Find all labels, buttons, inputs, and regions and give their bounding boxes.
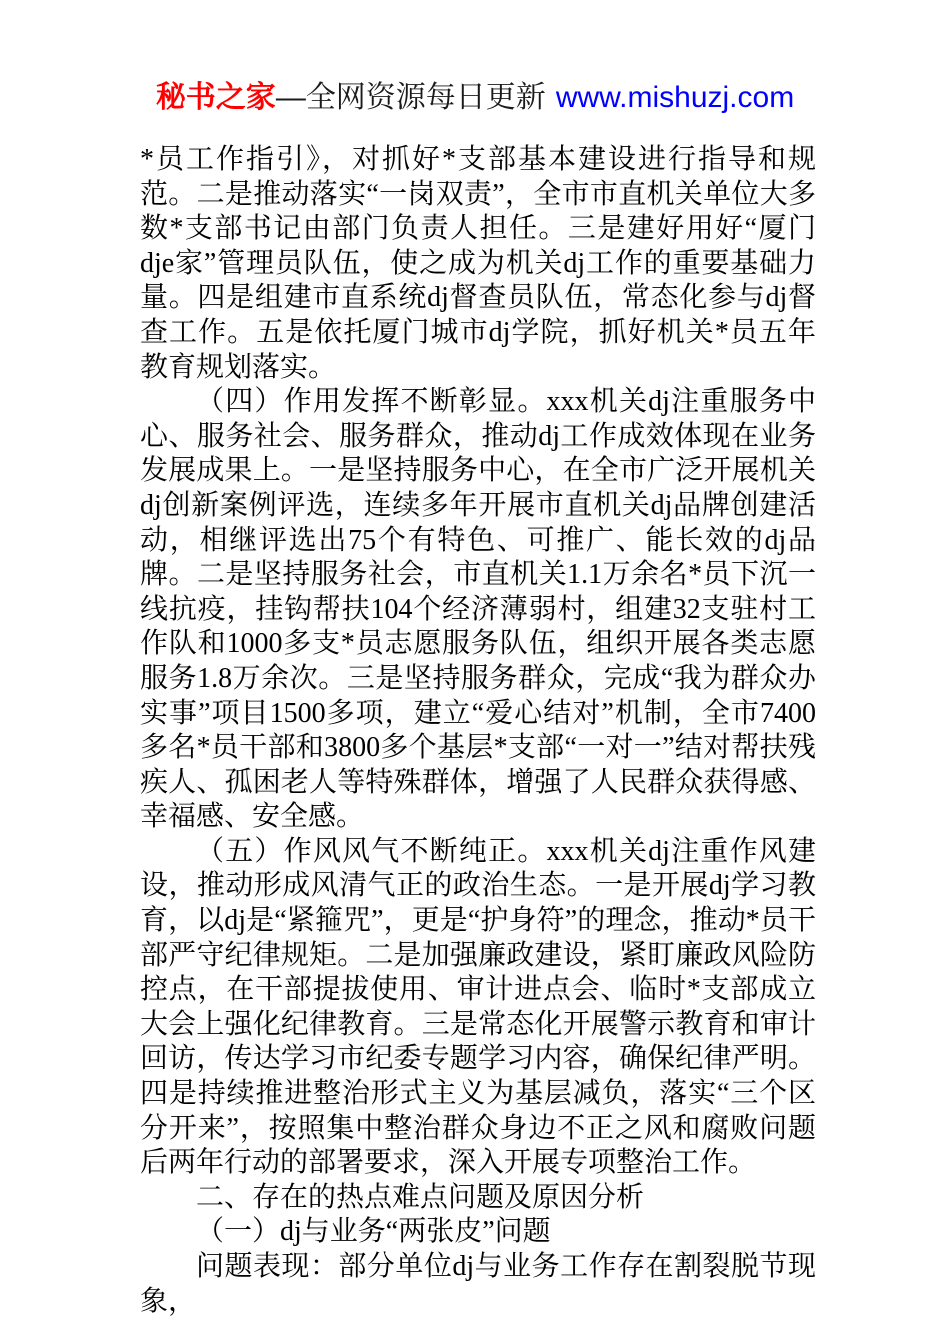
paragraph: *员工作指引》，对抓好*支部基本建设进行指导和规范。二是推动落实“一岗双责”，全市市直机关单位大多数*支部书记由部门负责人担任。三是建好用好“厦门dje家”管理员队伍，使之成为机关dj工作的重要基础力量。四是组建市直系统dj督查员队伍，常态化参与dj督查工作。五是依托厦门城市dj学院，抓好机关*员五年教育规划落实。	[140, 144, 816, 383]
site-url-link[interactable]: www.mishuzj.com	[555, 81, 795, 114]
site-name: 秘书之家	[155, 81, 276, 114]
paragraph: （四）作用发挥不断彰显。xxx机关dj注重服务中心、服务社会、服务群众，推动dj工作成效体现在业务发展成果上。一是坚持服务中心，在全市广泛开展机关dj创新案例评选，连续多年开展市直机关dj品牌创建活动，相继评选出75个有特色、可推广、能长效的dj品牌。二是坚持服务社会，市直机关1.1万余名*员下沉一线抗疫，挂钩帮扶104个经济薄弱村，组建32支驻村工作队和1000多支*员志愿服务队伍，组织开展各类志愿服务1.8万余次。三是坚持服务群众，完成“我为群众办实事”项目1500多项，建立“爱心结对”机制，全市7400多名*员干部和3800多个基层*支部“一对一”结对帮扶残疾人、孤困老人等特殊群体，增强了人民群众获得感、幸福感、安全感。	[140, 386, 816, 833]
paragraph: （五）作风风气不断纯正。xxx机关dj注重作风建设，推动形成风清气正的政治生态。一是开展dj学习教育，以dj是“紧箍咒”，更是“护身符”的理念，推动*员干部严守纪律规矩。二是加强廉政建设，紧盯廉政风险防控点，在干部提拔使用、审计进点会、临时*支部成立大会上强化纪律教育。三是常态化开展警示教育和审计回访，传达学习市纪委专题学习内容，确保纪律严明。四是持续推进整治形式主义为基层减负，落实“三个区分开来”，按照集中整治群众身边不正之风和腐败问题后两年行动的部署要求，深入开展专项整治工作。	[140, 835, 816, 1179]
site-tagline: 全网资源每日更新	[305, 81, 546, 114]
paragraph: 二、存在的热点难点问题及原因分析	[196, 1181, 645, 1213]
paragraph: 问题表现：部分单位dj与业务工作存在割裂脱节现象，	[140, 1251, 816, 1317]
site-header	[0, 78, 950, 118]
document-body	[140, 143, 816, 1319]
header-separator: —	[275, 81, 306, 114]
paragraph: （一）dj与业务“两张皮”问题	[196, 1216, 551, 1248]
